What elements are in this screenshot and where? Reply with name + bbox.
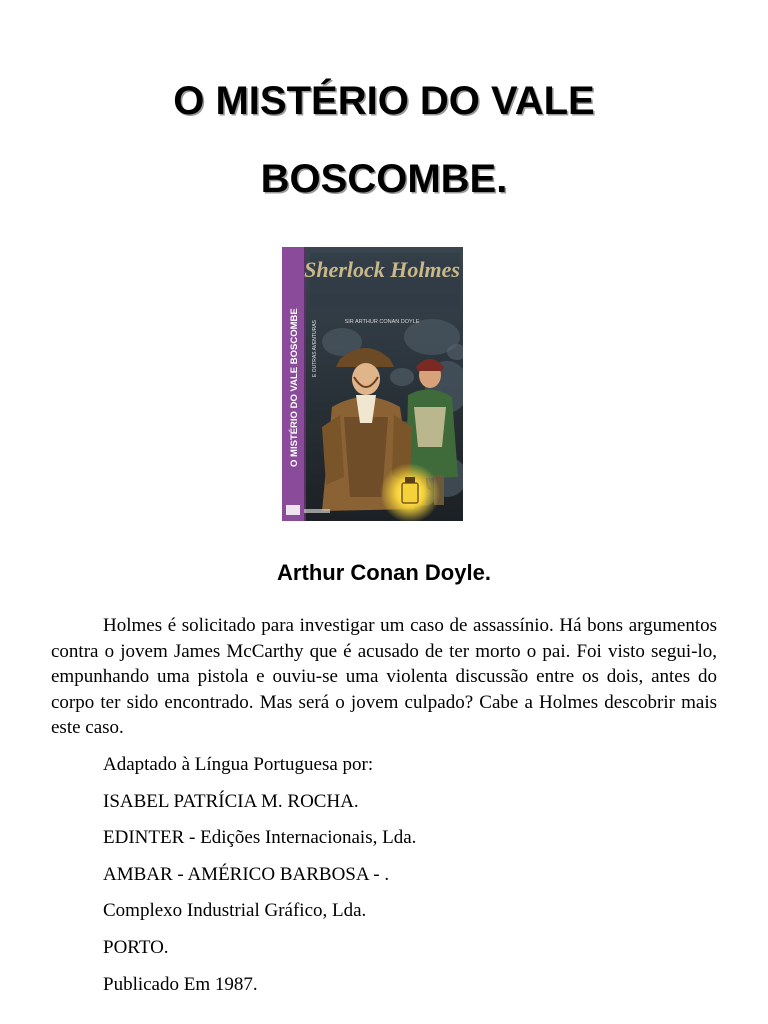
author-name: Arthur Conan Doyle.: [277, 560, 491, 585]
cover-spine-subtitle: E OUTRAS AVENTURAS: [312, 320, 318, 377]
cover-series-title: Sherlock Holmes: [304, 257, 460, 282]
credit-line: ISABEL PATRÍCIA M. ROCHA.: [103, 790, 359, 812]
cover-spine-title: O MISTÉRIO DO VALE BOSCOMBE: [289, 308, 300, 467]
credit-line: PORTO.: [103, 936, 169, 958]
credit-line: Adaptado à Língua Portuguesa por:: [103, 754, 374, 775]
document-title-line-1: O MISTÉRIO DO VALE: [173, 79, 595, 123]
synopsis-paragraph: Holmes é solicitado para investigar um caso de assassínio. Há bons argumentos contra o jovem James McCarthy que é acusado de ter morto o pai. Foi visto segui-lo, empunhando uma pistola e ouviu-se uma violenta discussão entre os dois, antes do corpo ter sido encontrado. Mas será o jovem culpado? Cabe a Holmes descobrir mais este caso.: [51, 615, 717, 738]
credits-list: [103, 753, 416, 1009]
credit-line: EDINTER - Edições Internacionais, Lda.: [103, 827, 417, 849]
book-cover-image: [282, 247, 463, 521]
document-title-line-2: BOSCOMBE.: [260, 157, 508, 201]
credit-line: Publicado Em 1987.: [103, 973, 258, 995]
cover-byline: SIR ARTHUR CONAN DOYLE: [344, 319, 420, 325]
credit-line: Complexo Industrial Gráfico, Lda.: [103, 900, 367, 922]
credit-line: AMBAR - AMÉRICO BARBOSA - .: [103, 863, 390, 885]
